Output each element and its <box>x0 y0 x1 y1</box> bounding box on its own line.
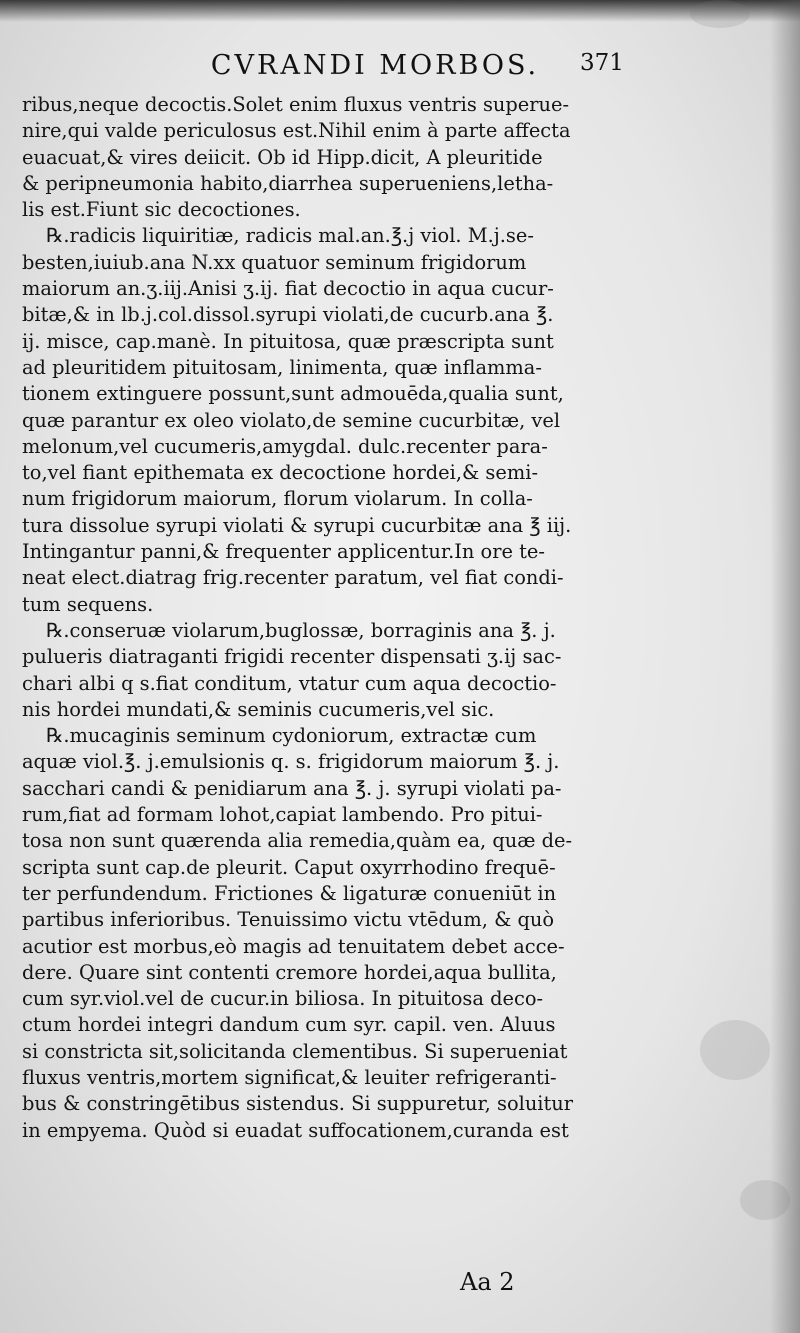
text-line: ad pleuritidem pituitosam, linimenta, quæ inflamma- <box>22 355 542 379</box>
text-line: tum sequens. <box>22 592 154 616</box>
text-line: dere. Quare sint contenti cremore hordei,aqua bullita, <box>22 960 557 984</box>
page-number: 371 <box>580 50 624 76</box>
text-line: besten,iuiub.ana N.xx quatuor seminum frigidorum <box>22 250 527 274</box>
text-line: acutior est morbus,eò magis ad tenuitatem debet acce- <box>22 934 565 958</box>
text-line: euacuat,& vires deiicit. Ob id Hipp.dicit, A pleuritide <box>22 145 543 169</box>
text-line: tosa non sunt quærenda alia remedia,quàm ea, quæ de- <box>22 829 573 853</box>
text-line: num frigidorum maiorum, florum violarum. In colla- <box>22 487 533 511</box>
text-line: ctum hordei integri dandum cum syr. capil. ven. Aluus <box>22 1013 556 1037</box>
paper-stain <box>740 1180 790 1220</box>
text-line: lis est.Fiunt sic decoctiones. <box>22 198 301 222</box>
text-line: pulueris diatraganti frigidi recenter dispensati ʒ.ij sac- <box>22 645 562 669</box>
text-line: to,vel fiant epithemata ex decoctione hordei,& semi- <box>22 461 539 485</box>
text-line: si constricta sit,solicitanda clementibus. Si superueniat <box>22 1039 568 1063</box>
text-line: ij. misce, cap.manè. In pituitosa, quæ præscripta sunt <box>22 329 554 353</box>
text-line: ℞.conseruæ violarum,buglossæ, borraginis ana ℥. j. <box>46 618 556 642</box>
text-line: tionem extinguere possunt,sunt admouēda,qualia sunt, <box>22 382 564 406</box>
text-line: quæ parantur ex oleo violato,de semine cucurbitæ, vel <box>22 408 561 432</box>
body-text <box>22 92 650 1144</box>
text-line: fluxus ventris,mortem significat,& leuiter refrigeranti- <box>22 1065 557 1089</box>
text-line: partibus inferioribus. Tenuissimo victu vtēdum, & quò <box>22 908 555 932</box>
text-line: Intingantur panni,& frequenter applicentur.In ore te- <box>22 540 545 564</box>
text-line: nire,qui valde periculosus est.Nihil enim à parte affecta <box>22 119 571 143</box>
text-line: bitæ,& in lb.j.col.dissol.syrupi violati,de cucurb.ana ℥. <box>22 303 554 327</box>
text-line: scripta sunt cap.de pleurit. Caput oxyrrhodino frequē- <box>22 855 556 879</box>
text-line: ℞.radicis liquiritiæ, radicis mal.an.℥.j viol. M.j.se- <box>46 224 534 248</box>
text-line: melonum,vel cucumeris,amygdal. dulc.recenter para- <box>22 434 548 458</box>
signature-mark: Aa 2 <box>460 1268 515 1296</box>
text-line: neat elect.diatrag frig.recenter paratum, vel fiat condi- <box>22 566 564 590</box>
top-edge-shadow <box>0 0 800 22</box>
text-line: ℞.mucaginis seminum cydoniorum, extractæ cum <box>46 724 537 748</box>
text-line: sacchari candi & penidiarum ana ℥. j. syrupi violati pa- <box>22 776 562 800</box>
text-line: ribus,neque decoctis.Solet enim fluxus ventris superue- <box>22 93 570 116</box>
text-line: maiorum an.ʒ.iij.Anisi ʒ.ij. fiat decoctio in aqua cucur- <box>22 277 554 301</box>
text-line: & peripneumonia habito,diarrhea superueniens,letha- <box>22 171 554 195</box>
paper-stain <box>690 0 750 28</box>
text-line: chari albi q s.fiat conditum, vtatur cum aqua decoctio- <box>22 671 557 695</box>
text-line: ter perfundendum. Frictiones & ligaturæ conueniūt in <box>22 881 557 905</box>
text-line: rum,fiat ad formam lohot,capiat lambendo. Pro pitui- <box>22 803 543 827</box>
paper-stain <box>700 1020 770 1080</box>
running-head: CVRANDI MORBOS. <box>210 50 540 81</box>
text-line: aquæ viol.℥. j.emulsionis q. s. frigidorum maiorum ℥. j. <box>22 750 560 774</box>
text-line: cum syr.viol.vel de cucur.in biliosa. In pituitosa deco- <box>22 987 544 1011</box>
text-line: in empyema. Quòd si euadat suffocationem,curanda est <box>22 1118 569 1142</box>
text-line: tura dissolue syrupi violati & syrupi cucurbitæ ana ℥ iij. <box>22 513 572 537</box>
page-header <box>40 50 760 90</box>
text-line: bus & constringētibus sistendus. Si suppuretur, soluitur <box>22 1092 574 1116</box>
text-line: nis hordei mundati,& seminis cucumeris,vel sic. <box>22 697 495 721</box>
right-edge-shadow <box>770 0 800 1333</box>
